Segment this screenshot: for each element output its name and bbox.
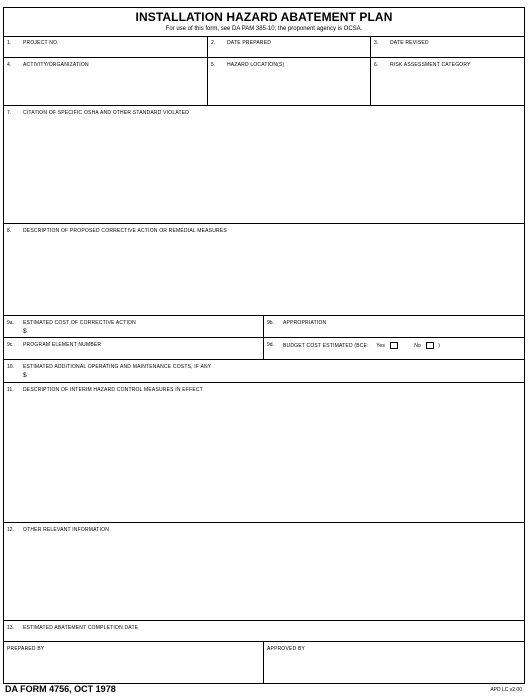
interim-measures-label: DESCRIPTION OF INTERIM HAZARD CONTROL MEASURES IN EFFECT: [23, 387, 203, 393]
field-number: 7.: [7, 110, 12, 116]
interim-measures-field[interactable]: [4, 383, 524, 523]
appropriation-label: APPROPRIATION: [283, 320, 327, 326]
no-checkbox[interactable]: [426, 342, 434, 349]
row-9ab: [4, 316, 524, 338]
yes-checkbox[interactable]: [390, 342, 398, 349]
budget-cost-text: BUDGET COST ESTIMATED (BCE:: [283, 342, 369, 349]
field-number: 9a.: [7, 320, 14, 326]
completion-date-label: ESTIMATED ABATEMENT COMPLETION DATE: [23, 625, 139, 631]
field-number: 3.: [374, 40, 379, 46]
completion-date-field[interactable]: [4, 621, 524, 642]
other-information-field[interactable]: [4, 523, 524, 621]
form-identifier: DA FORM 4756, OCT 1978: [5, 684, 116, 694]
field-number: 9b.: [267, 320, 274, 326]
form-subtitle: For use of this form, see DA PAM 385-10; the proponent agency is OCSA.: [165, 26, 363, 32]
corrective-action-label: DESCRIPTION OF PROPOSED CORRECTIVE ACTION OR REMEDIAL MEASURES: [23, 228, 227, 234]
date-prepared-field[interactable]: [207, 36, 370, 57]
project-no-label: PROJECT NO.: [23, 40, 59, 46]
citation-field[interactable]: [4, 106, 524, 224]
field-number: 9d.: [267, 342, 274, 348]
form-title: INSTALLATION HAZARD ABATEMENT PLAN: [135, 10, 393, 24]
program-element-label: PROGRAM ELEMENT NUMBER: [23, 342, 102, 348]
field-number: 11.: [7, 387, 14, 393]
version-label: APD LC v2.00: [490, 687, 522, 693]
prepared-by-field[interactable]: [4, 642, 263, 683]
program-element-field[interactable]: [4, 338, 263, 359]
yes-label: Yes: [376, 342, 386, 349]
additional-costs-field[interactable]: [4, 360, 524, 383]
hazard-location-label: HAZARD LOCATION(S): [227, 62, 285, 68]
activity-organization-field[interactable]: [4, 58, 207, 105]
field-number: 13.: [7, 625, 14, 631]
field-number: 1.: [7, 40, 12, 46]
field-number: 10.: [7, 364, 14, 370]
project-no-field[interactable]: [4, 36, 207, 57]
estimated-cost-field[interactable]: [4, 316, 263, 337]
dollar-sign: $: [23, 372, 27, 379]
row-9cd: [4, 338, 524, 360]
signature-block: [3, 642, 525, 684]
hazard-abatement-form: [3, 7, 525, 642]
field-number: 12.: [7, 527, 14, 533]
budget-cost-field: [263, 338, 523, 359]
risk-assessment-category-field[interactable]: [370, 58, 523, 105]
risk-assessment-category-label: RISK ASSESSMENT CATEGORY: [390, 62, 471, 68]
approved-by-label: APPROVED BY: [267, 646, 306, 652]
other-information-label: OTHER RELEVANT INFORMATION: [23, 527, 110, 533]
approved-by-field[interactable]: [263, 642, 524, 683]
row-1: [4, 36, 524, 58]
row-2: [4, 58, 524, 106]
prepared-by-label: PREPARED BY: [7, 646, 45, 652]
additional-costs-label: ESTIMATED ADDITIONAL OPERATING AND MAINTENANCE COSTS, IF ANY: [23, 364, 212, 370]
citation-label: CITATION OF SPECIFIC OSHA AND OTHER STANDARD VIOLATED: [23, 110, 190, 116]
budget-cost-label: [283, 342, 440, 349]
date-prepared-label: DATE PREPARED: [227, 40, 272, 46]
estimated-cost-label: ESTIMATED COST OF CORRECTIVE ACTION: [23, 320, 136, 326]
activity-organization-label: ACTIVITY/ORGANIZATION: [23, 62, 89, 68]
field-number: 5.: [211, 62, 216, 68]
hazard-location-field[interactable]: [207, 58, 370, 105]
field-number: 8.: [7, 228, 12, 234]
date-revised-field[interactable]: [370, 36, 523, 57]
appropriation-field[interactable]: [263, 316, 523, 337]
field-number: 6.: [374, 62, 379, 68]
form-header: [4, 8, 524, 37]
dollar-sign: $: [23, 328, 27, 335]
no-label: No: [414, 342, 422, 349]
date-revised-label: DATE REVISED: [390, 40, 429, 46]
field-number: 2.: [211, 40, 216, 46]
field-number: 4.: [7, 62, 12, 68]
field-number: 9c.: [7, 342, 14, 348]
corrective-action-field[interactable]: [4, 224, 524, 316]
closing-paren: ): [438, 342, 441, 349]
